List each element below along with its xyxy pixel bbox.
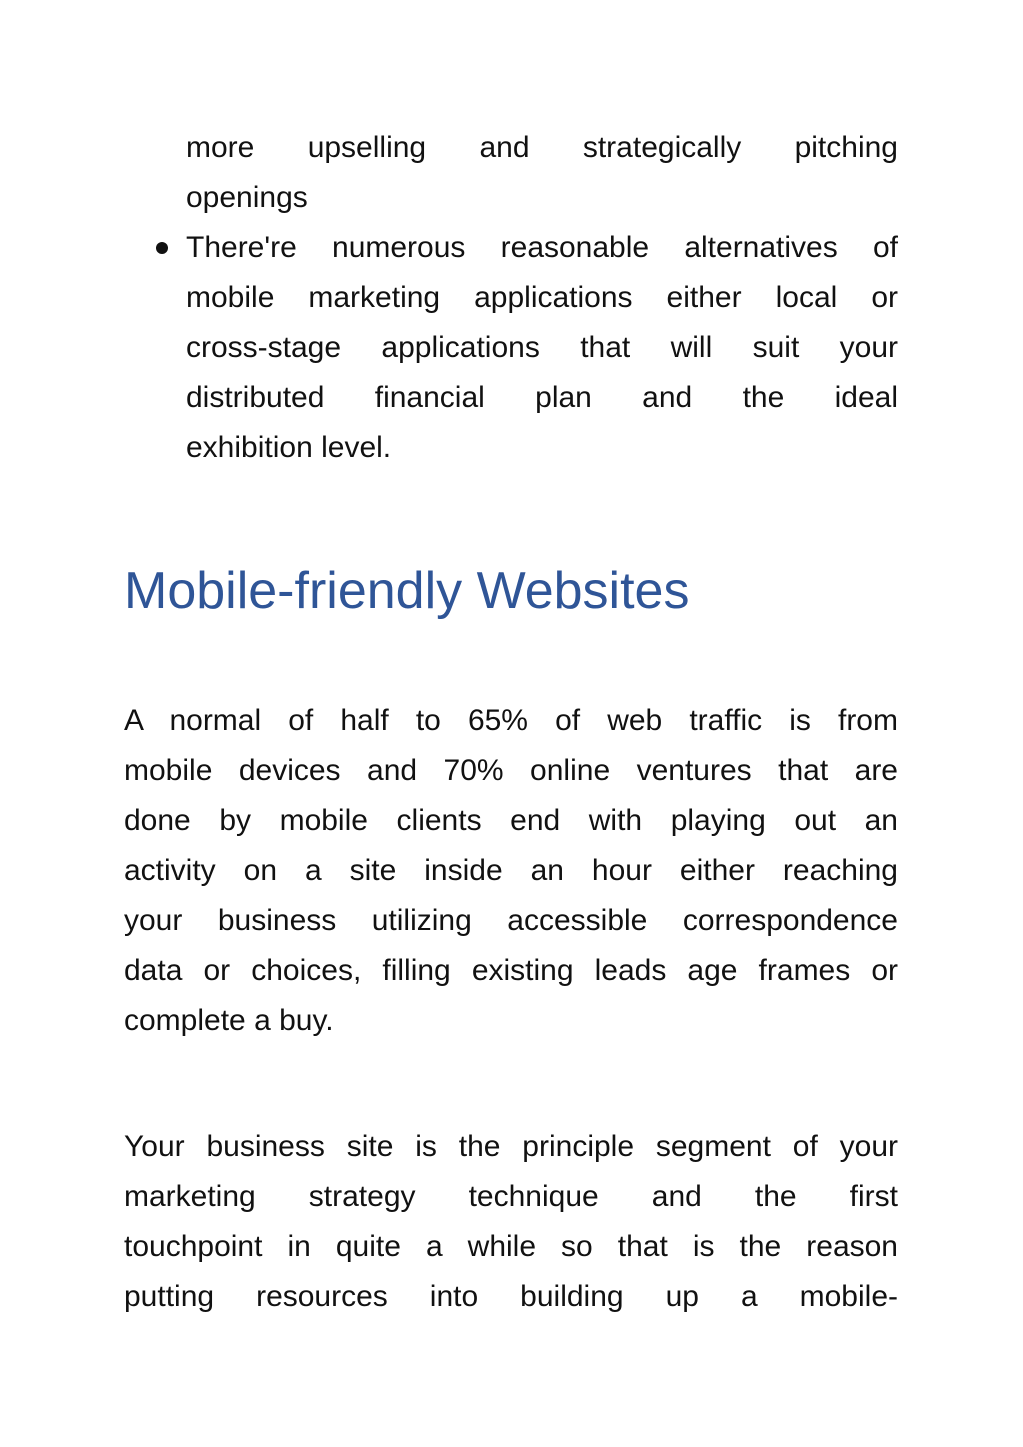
bullet-item-line: There're numerous reasonable alternatives of [186, 231, 898, 264]
bullet-item-line: cross-stage applications that will suit your [186, 331, 898, 364]
bullet-item-line: distributed financial plan and the ideal [186, 381, 898, 414]
paragraph-line: complete a buy. [124, 1004, 334, 1037]
section-heading: Mobile-friendly Websites [124, 562, 690, 620]
paragraph-line: data or choices, filling existing leads age frames or [124, 954, 898, 987]
paragraph-line: marketing strategy technique and the first [124, 1180, 898, 1213]
paragraph-line: activity on a site inside an hour either reaching [124, 854, 898, 887]
paragraph-line: done by mobile clients end with playing out an [124, 804, 898, 837]
bullet-item-line: exhibition level. [186, 431, 392, 464]
bullet-continued-line: openings [186, 181, 308, 214]
paragraph-line: mobile devices and 70% online ventures that are [124, 754, 898, 787]
bullet-point-icon [156, 242, 168, 254]
bullet-item-line: mobile marketing applications either local or [186, 281, 898, 314]
paragraph-line: touchpoint in quite a while so that is the reason [124, 1230, 898, 1263]
bullet-continued-line: more upselling and strategically pitching [186, 131, 898, 164]
paragraph-line: Your business site is the principle segment of your [124, 1130, 898, 1163]
paragraph-line: A normal of half to 65% of web traffic is from [124, 704, 898, 737]
paragraph-line: your business utilizing accessible correspondence [124, 904, 898, 937]
paragraph-line: putting resources into building up a mobile- [124, 1280, 898, 1313]
